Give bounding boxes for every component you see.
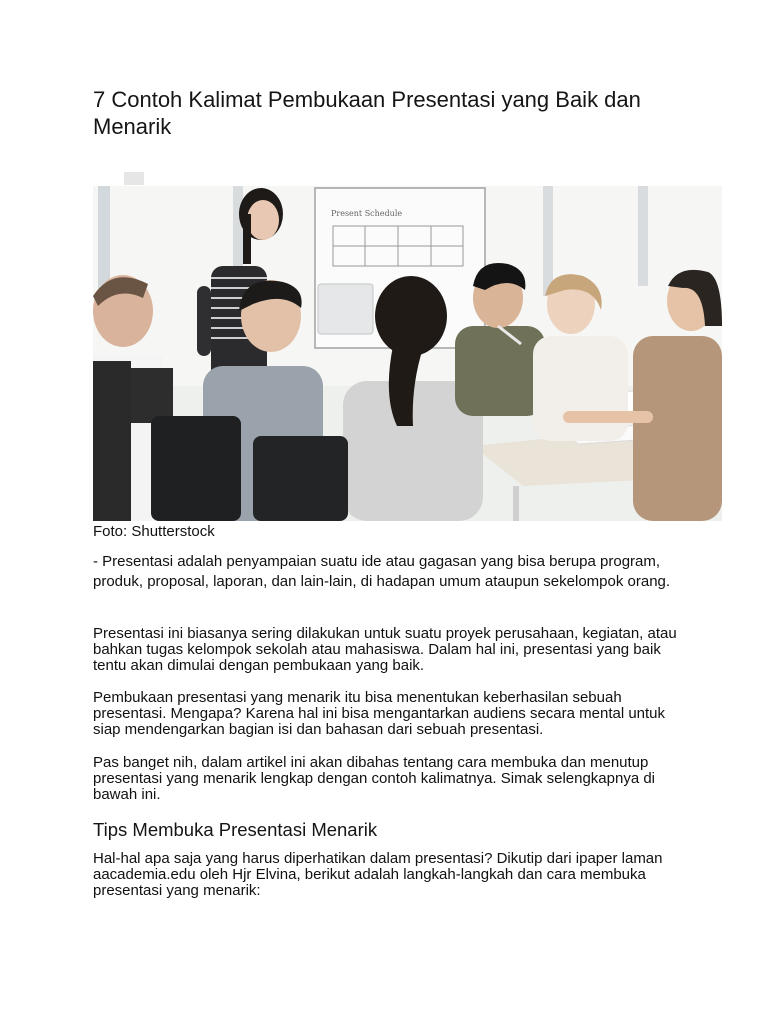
section-paragraph: Hal-hal apa saja yang harus diperhatikan dalam presentasi? Dikutip dari ipaper laman aacademia.edu oleh Hjr Elvina, berikut adalah langkah-langkah dan cara membuka presentasi yang menarik: <box>93 850 663 899</box>
importance-paragraph: Pembukaan presentasi yang menarik itu bisa menentukan keberhasilan sebuah presentasi. Mengapa? Karena hal ini bisa mengantarkan audiens secara mental untuk siap mendengarkan bagian isi dan bahasan dari sebuah presentasi. <box>93 689 666 738</box>
photo-caption: Foto: Shutterstock <box>93 523 215 540</box>
page-title: 7 Contoh Kalimat Pembukaan Presentasi yang Baik dan Menarik <box>93 87 641 139</box>
image-artifact <box>124 172 144 185</box>
context-paragraph: Presentasi ini biasanya sering dilakukan untuk suatu proyek perusahaan, kegiatan, atau bahkan tugas kelompok sekolah atau mahasiswa. Dalam hal ini, presentasi yang baik tentu akan dimulai dengan pembukaan yang baik. <box>93 625 677 674</box>
whiteboard-heading: Present Schedule <box>331 209 403 218</box>
section-heading: Tips Membuka Presentasi Menarik <box>93 819 378 840</box>
overview-paragraph: Pas banget nih, dalam artikel ini akan dibahas tentang cara membuka dan menutup presentasi yang menarik lengkap dengan contoh kalimatnya. Simak selengkapnya di bawah ini. <box>93 754 656 803</box>
meeting-illustration <box>93 186 722 521</box>
intro-paragraph: - Presentasi adalah penyampaian suatu ide atau gagasan yang bisa berupa program, produk, proposal, laporan, dan lain-lain, di hadapan umum ataupun sekelompok orang. <box>93 553 671 590</box>
meeting-photo <box>93 186 722 521</box>
